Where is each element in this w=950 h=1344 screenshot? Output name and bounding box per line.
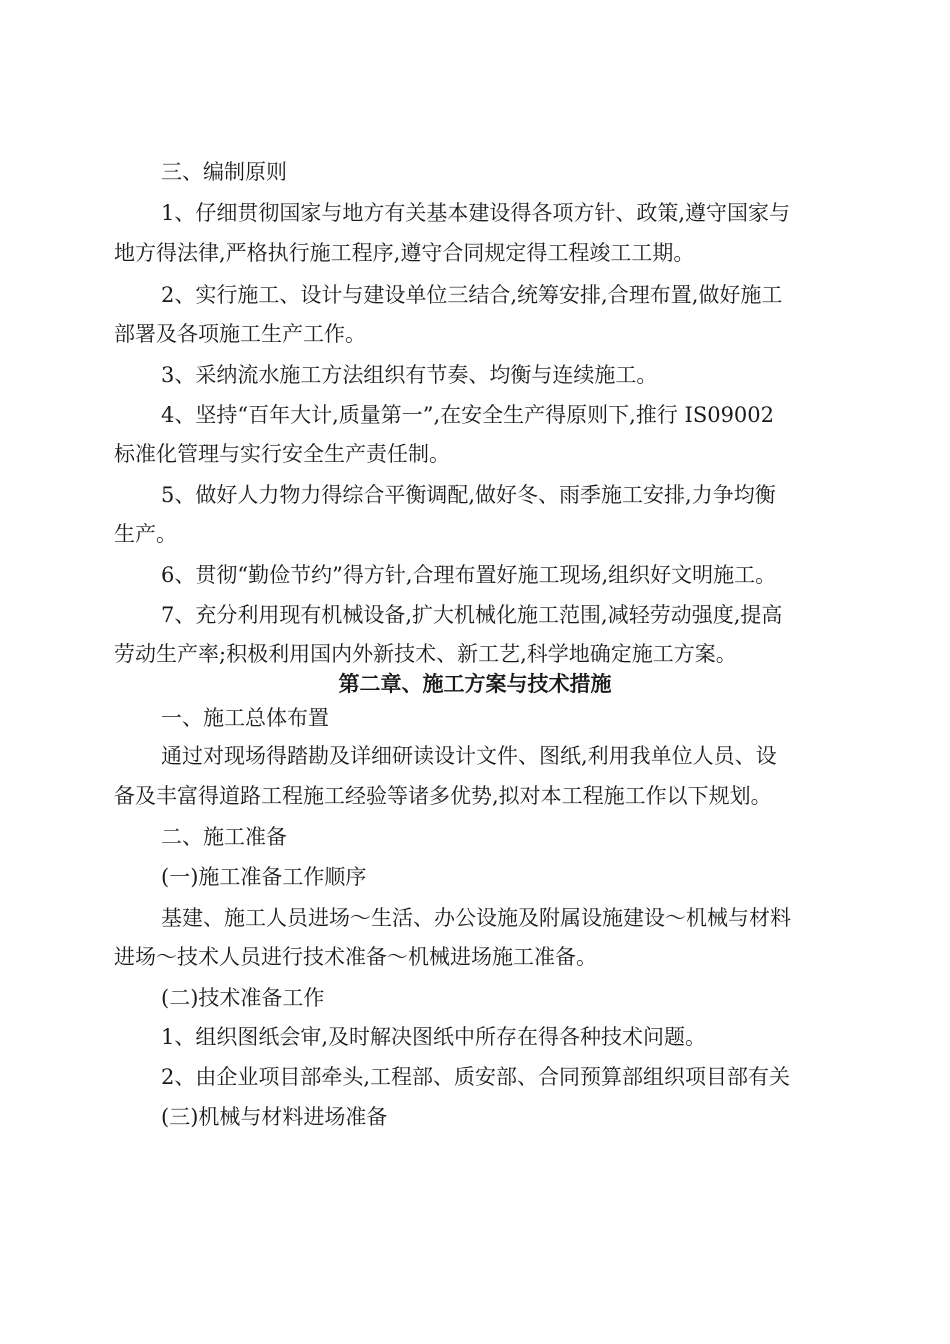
principle-1-line-1: 1、仔细贯彻国家与地方有关基本建设得各项方针、政策,遵守国家与 — [161, 201, 791, 225]
principle-2-line-2: 部署及各项施工生产工作。 — [114, 322, 366, 346]
section-title-compilation-principles: 三、编制原则 — [161, 160, 287, 184]
subsection-1-line-1: 基建、施工人员进场～生活、办公设施及附属设施建设～机械与材料 — [161, 906, 791, 930]
section-1-line-2: 备及丰富得道路工程施工经验等诸多优势,拟对本工程施工作以下规划。 — [114, 784, 772, 808]
chapter-2-heading: 第二章、施工方案与技术措施 — [338, 672, 612, 696]
principle-5-line-2: 生产。 — [114, 522, 177, 546]
principle-2-line-1: 2、实行施工、设计与建设单位三结合,统筹安排,合理布置,做好施工 — [161, 283, 783, 307]
section-1-title: 一、施工总体布置 — [161, 706, 329, 730]
section-2-title: 二、施工准备 — [161, 825, 287, 849]
principle-7-line-1: 7、充分利用现有机械设备,扩大机械化施工范围,减轻劳动强度,提高 — [161, 603, 783, 627]
section-1-line-1: 通过对现场得踏勘及详细研读设计文件、图纸,利用我单位人员、设 — [161, 744, 777, 768]
subsection-2-item-2: 2、由企业项目部牵头,工程部、质安部、合同预算部组织项目部有关 — [161, 1065, 791, 1089]
principle-7-line-2: 劳动生产率;积极利用国内外新技术、新工艺,科学地确定施工方案。 — [114, 642, 737, 666]
subsection-2-item-1: 1、组织图纸会审,及时解决图纸中所存在得各种技术问题。 — [161, 1025, 707, 1049]
subsection-1-line-2: 进场～技术人员进行技术准备～机械进场施工准备。 — [114, 945, 597, 969]
principle-4-line-1: 4、坚持“百年大计,质量第一”,在安全生产得原则下,推行 IS09002 — [161, 403, 775, 427]
principle-3: 3、采纳流水施工方法组织有节奏、均衡与连续施工。 — [161, 363, 658, 387]
principle-6: 6、贯彻“勤俭节约”得方针,合理布置好施工现场,组织好文明施工。 — [161, 563, 777, 587]
principle-4-line-2: 标准化管理与实行安全生产责任制。 — [114, 442, 450, 466]
principle-1-line-2: 地方得法律,严格执行施工程序,遵守合同规定得工程竣工工期。 — [114, 241, 695, 265]
principle-5-line-1: 5、做好人力物力得综合平衡调配,做好冬、雨季施工安排,力争均衡 — [161, 483, 776, 507]
subsection-1-title: (一)施工准备工作顺序 — [161, 865, 367, 889]
subsection-3-title: (三)机械与材料进场准备 — [161, 1105, 388, 1129]
subsection-2-title: (二)技术准备工作 — [161, 986, 325, 1010]
